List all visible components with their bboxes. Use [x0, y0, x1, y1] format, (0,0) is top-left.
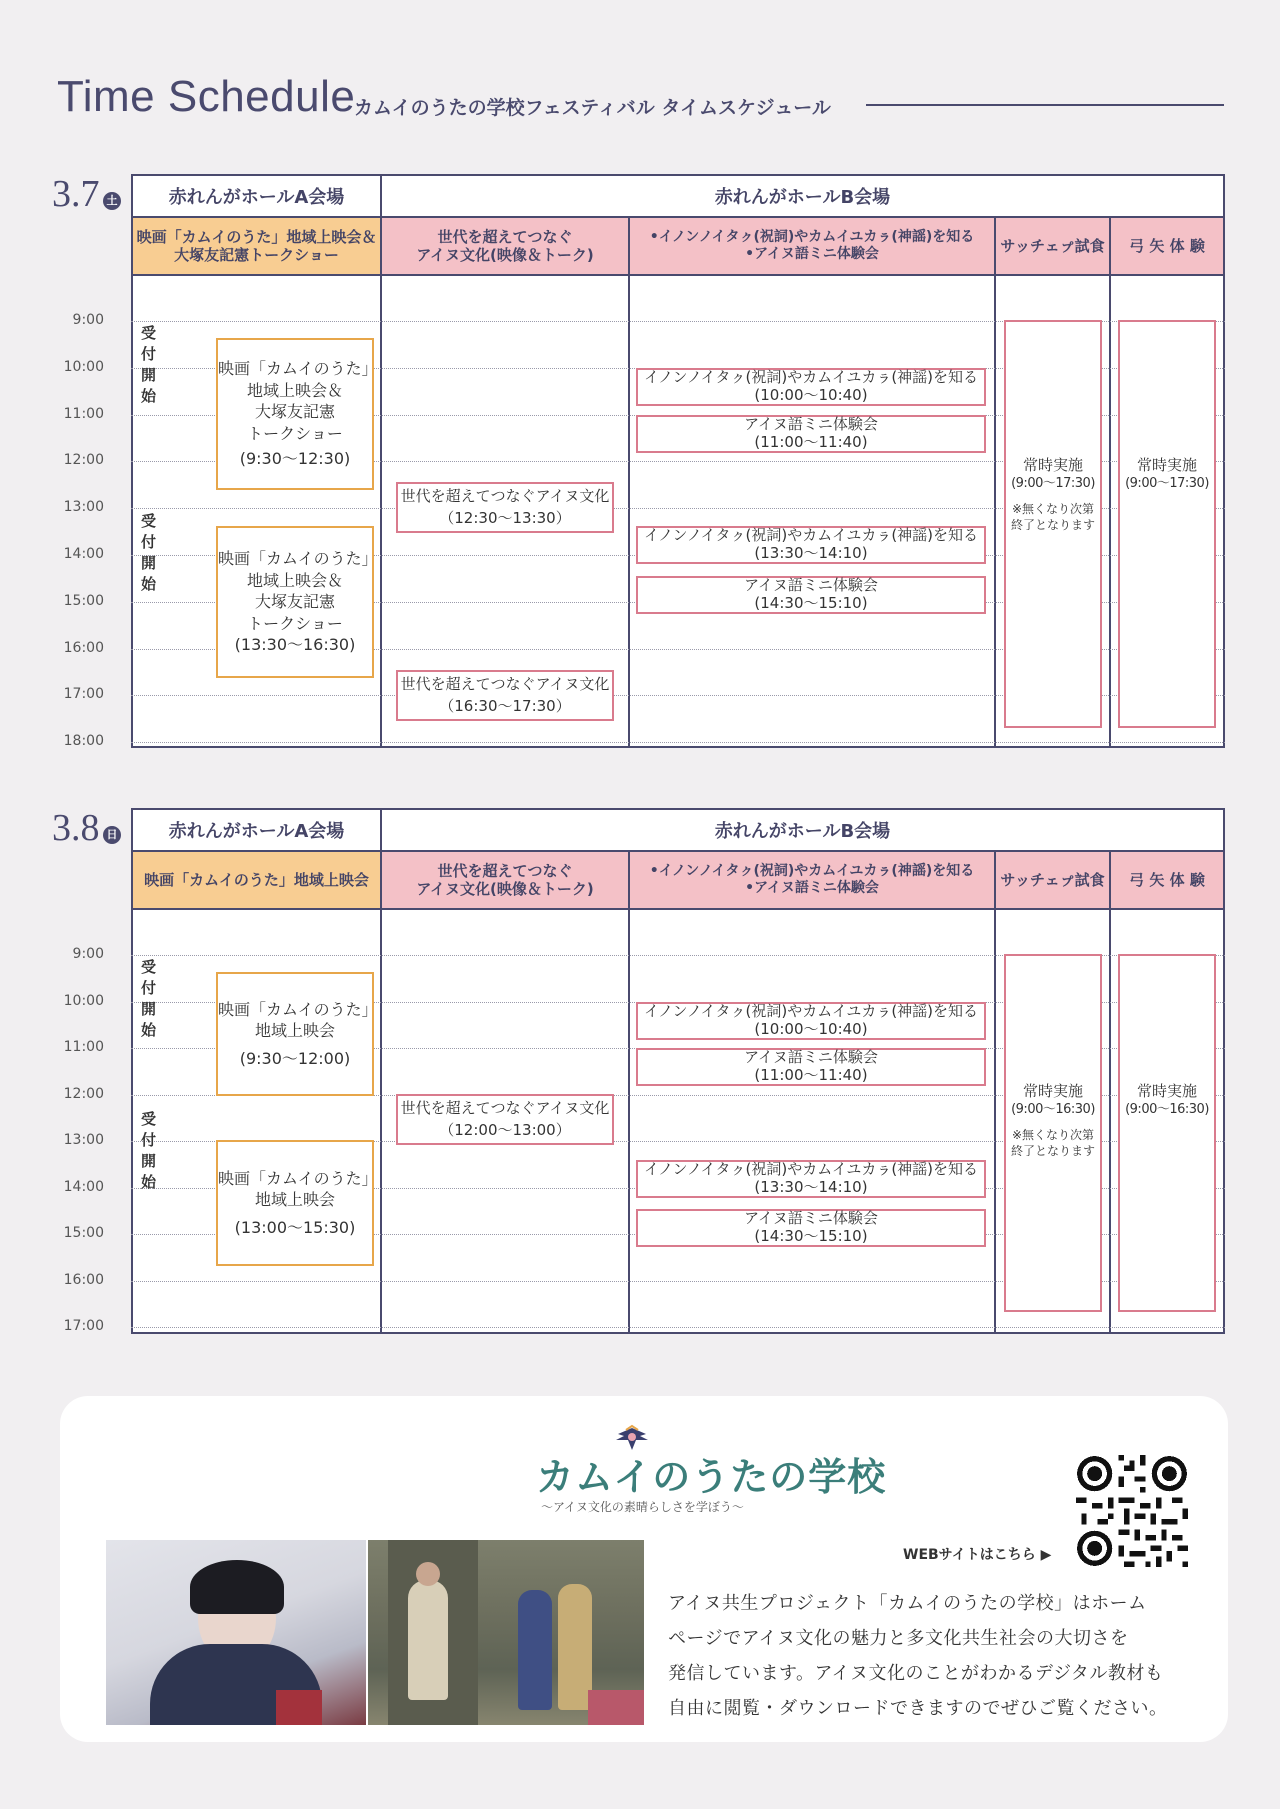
day1-inonnoitak-event-2: イノンノイタㇰ(祝詞)やカムイユカㇻ(神謡)を知る (13:30～14:10) [636, 526, 986, 564]
time-label: 16:00 [63, 1271, 104, 1288]
time-label: 15:00 [63, 592, 104, 609]
day2-inonnoitak-event-1: イノンノイタㇰ(祝詞)やカムイユカㇻ(神謡)を知る (10:00～10:40) [636, 1002, 986, 1040]
time-gridline [131, 742, 1225, 743]
day1-sachep-event: 常時実施 (9:00～17:30) ※無くなり次第 終了となります [1004, 320, 1102, 728]
time-gridline [131, 1327, 1225, 1328]
day1-generations-event-2: 世代を超えてつなぐアイヌ文化 （16:30～17:30） [396, 670, 614, 721]
day1-date: 3.7 [52, 173, 100, 215]
day2-reception-2: 受付開始 [141, 1110, 157, 1191]
logo-subtitle: 〜アイヌ文化の素晴らしさを学ぼう〜 [541, 1500, 744, 1514]
time-label: 17:00 [63, 686, 104, 703]
time-label: 9:00 [72, 946, 104, 962]
day1-inonnoitak-event-1: イノンノイタㇰ(祝詞)やカムイユカㇻ(神謡)を知る (10:00～10:40) [636, 368, 986, 406]
day2-archery-event: 常時実施 (9:00～16:30) [1118, 954, 1216, 1312]
day2-venue-b: 赤れんがホールB会場 [714, 821, 891, 842]
day1-program-a: 映画「カムイのうた」地域上映会＆ 大塚友記憲トークショー [133, 218, 380, 274]
day2-weekday-badge: 日 [103, 826, 121, 844]
day1-mini-event-1: アイヌ語ミニ体験会 (11:00～11:40) [636, 415, 986, 453]
time-label: 13:00 [63, 1132, 104, 1148]
day2-reception-1: 受付開始 [141, 958, 157, 1039]
day2-mini-event-2: アイヌ語ミニ体験会 (14:30～15:10) [636, 1209, 986, 1247]
website-link[interactable]: WEBサイトはこちら ▶ [903, 1547, 1052, 1563]
day2-program-generations: 世代を超えてつなぐ アイヌ文化(映像＆トーク) [382, 852, 628, 908]
day1-archery-event: 常時実施 (9:00～17:30) [1118, 320, 1216, 728]
day1-program-sachep: サッチェㇷ゚試食 [996, 218, 1109, 274]
day2-sachep-event: 常時実施 (9:00～16:30) ※無くなり次第 終了となります [1004, 954, 1102, 1312]
film-still-woman-photo [106, 1540, 366, 1725]
time-label: 10:00 [63, 992, 104, 1009]
day2-mini-event-1: アイヌ語ミニ体験会 (11:00～11:40) [636, 1048, 986, 1086]
day1-program-archery: 弓 矢 体 験 [1111, 218, 1223, 274]
page-subtitle: カムイのうたの学校フェスティバル タイムスケジュール [354, 97, 831, 119]
day2-program-a: 映画「カムイのうた」地域上映会 [133, 852, 380, 908]
day1-reception-1: 受付開始 [141, 324, 157, 405]
day1-venue-a: 赤れんがホールA会場 [168, 187, 345, 208]
time-label: 18:00 [63, 733, 104, 750]
day2-program-archery: 弓 矢 体 験 [1111, 852, 1223, 908]
day2-program-inonnoitak: •イノンノイタㇰ(祝詞)やカムイユカㇻ(神謡)を知る •アイヌ語ミニ体験会 [630, 852, 994, 908]
footer-description: アイヌ共生プロジェクト「カムイのうたの学校」はホーム ページでアイヌ文化の魅力と多文化共生社会の大切さを 発信しています。アイヌ文化のことがわかるデジタル教材も 自由に閲覧・ダウンロードできますのでぜひご覧ください。 [668, 1593, 1168, 1719]
qr-code-icon[interactable] [1076, 1455, 1188, 1567]
time-label: 15:00 [63, 1225, 104, 1241]
time-label: 12:00 [63, 1085, 104, 1102]
day2-date: 3.8 [52, 807, 100, 849]
day1-movie-event-2: 映画「カムイのうた」 地域上映会＆ 大塚友記憲 トークショー (13:30～16:30) [216, 526, 374, 678]
day2-inonnoitak-event-2: イノンノイタㇰ(祝詞)やカムイユカㇻ(神謡)を知る (13:30～14:10) [636, 1160, 986, 1198]
day1-program-inonnoitak: •イノンノイタㇰ(祝詞)やカムイユカㇻ(神謡)を知る •アイヌ語ミニ体験会 [630, 218, 994, 274]
time-label: 11:00 [63, 1039, 104, 1055]
day1-reception-2: 受付開始 [141, 512, 157, 593]
time-label: 14:00 [63, 546, 104, 562]
day1-program-generations: 世代を超えてつなぐ アイヌ文化(映像＆トーク) [382, 218, 628, 274]
time-label: 12:00 [63, 452, 104, 469]
day2-movie-event-1: 映画「カムイのうた」 地域上映会 (9:30～12:00) [216, 972, 374, 1096]
time-label: 16:00 [63, 639, 104, 656]
day1-movie-event-1: 映画「カムイのうた」 地域上映会＆ 大塚友記憲 トークショー (9:30～12:30) [216, 338, 374, 490]
time-label: 9:00 [72, 312, 104, 328]
film-still-scene-photo [368, 1540, 644, 1725]
day1-venue-b: 赤れんがホールB会場 [714, 187, 891, 208]
day1-mini-event-2: アイヌ語ミニ体験会 (14:30～15:10) [636, 576, 986, 614]
day2-venue-a: 赤れんがホールA会場 [168, 821, 345, 842]
time-label: 13:00 [63, 499, 104, 516]
day2-generations-event-1: 世代を超えてつなぐアイヌ文化 （12:00～13:00） [396, 1094, 614, 1145]
time-label: 17:00 [63, 1318, 104, 1334]
time-label: 14:00 [63, 1178, 104, 1195]
day1-generations-event-1: 世代を超えてつなぐアイヌ文化 （12:30～13:30） [396, 482, 614, 533]
day1-weekday-badge: 土 [103, 192, 121, 210]
title-rule [866, 104, 1224, 106]
time-label: 11:00 [63, 405, 104, 422]
page-title: Time Schedule [57, 72, 356, 121]
day2-movie-event-2: 映画「カムイのうた」 地域上映会 (13:00～15:30) [216, 1140, 374, 1266]
day2-program-sachep: サッチェㇷ゚試食 [996, 852, 1109, 908]
logo-text: カムイのうたの学校 [536, 1454, 887, 1499]
time-label: 10:00 [63, 358, 104, 375]
